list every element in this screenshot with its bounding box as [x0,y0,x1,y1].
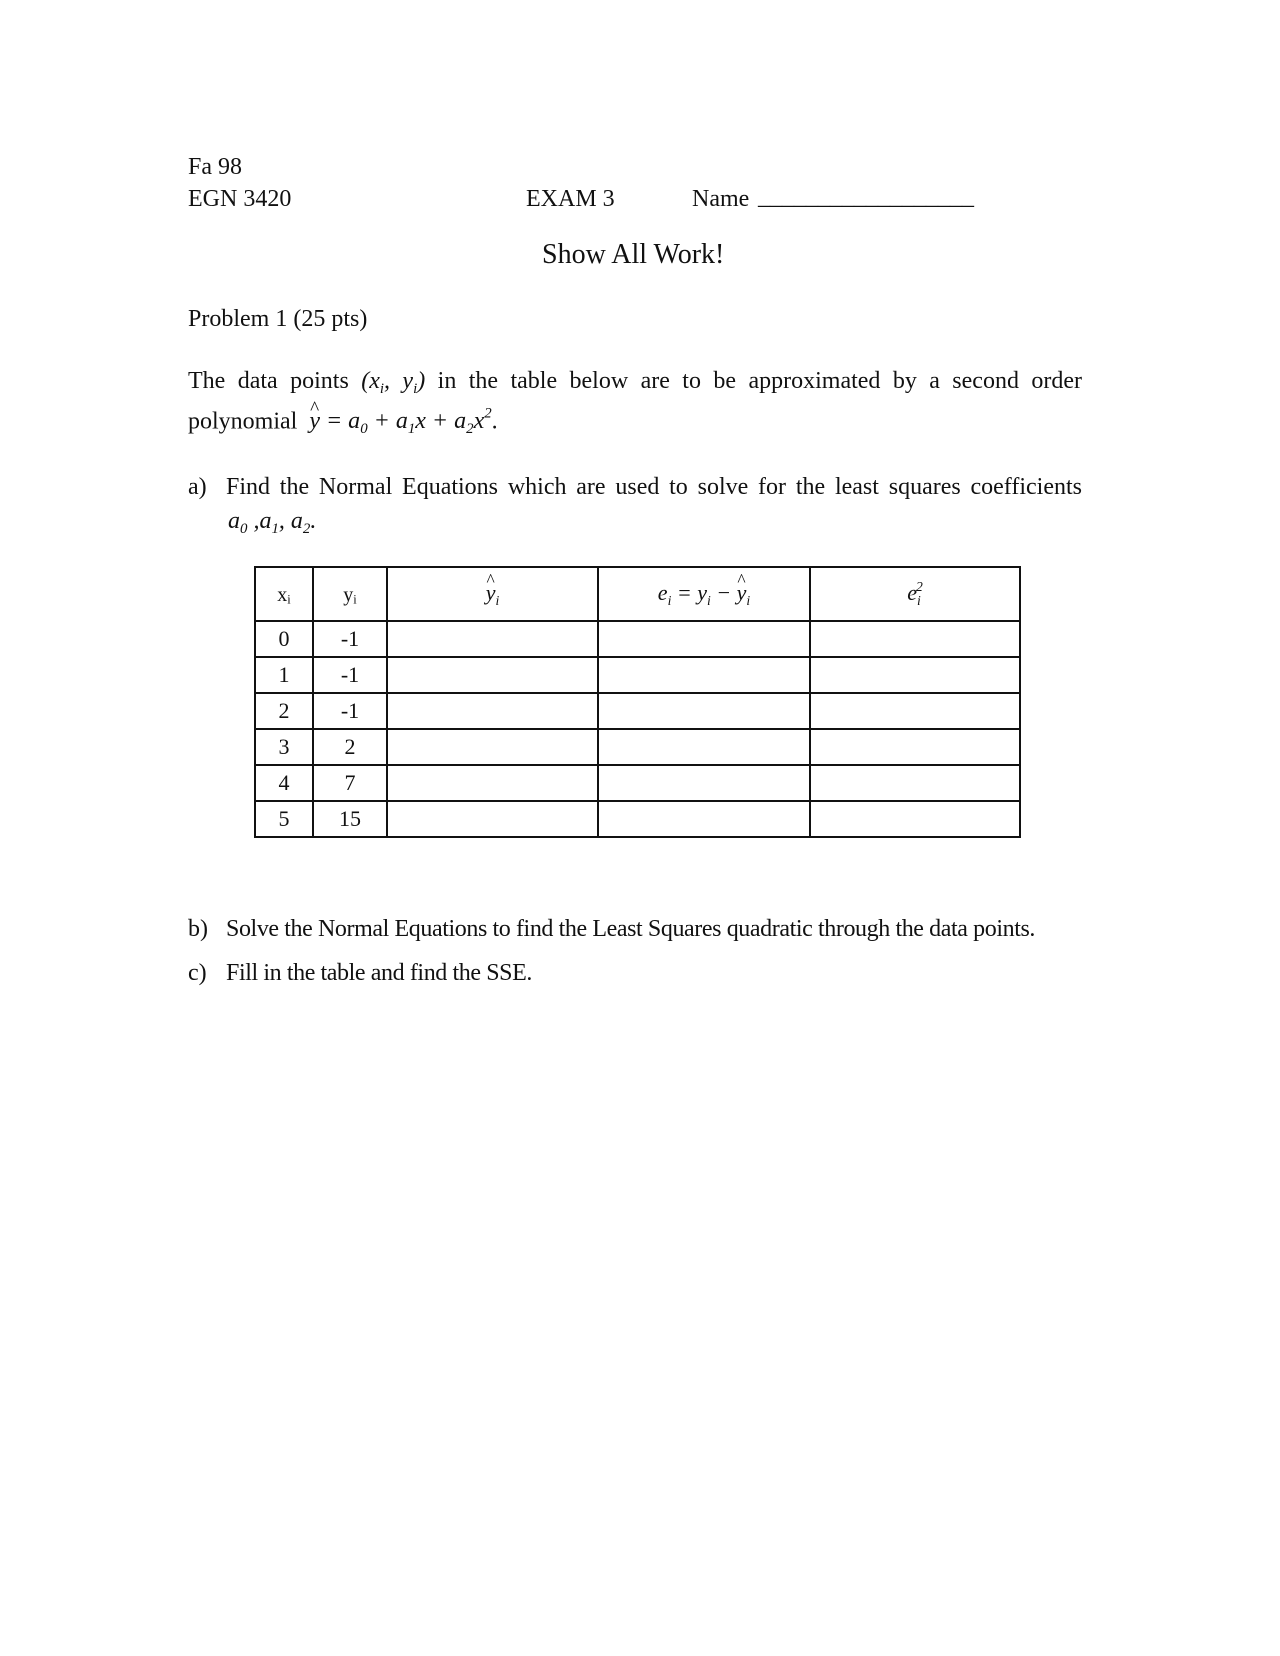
cell-x: 3 [255,729,313,765]
table-header-row [255,567,1020,621]
table-row [255,729,1020,765]
cell-error-squared[interactable] [810,801,1020,837]
table-row [255,657,1020,693]
cell-yhat[interactable] [387,657,598,693]
header-xi: xi [255,567,313,621]
cell-error[interactable] [598,729,810,765]
cell-yhat[interactable] [387,801,598,837]
cell-y: 2 [313,729,387,765]
part-b-text: Solve the Normal Equations to find the Least Squares quadratic through the data points. [226,916,1036,942]
cell-x: 2 [255,693,313,729]
cell-y: 15 [313,801,387,837]
cell-yhat[interactable] [387,693,598,729]
cell-error-squared[interactable] [810,621,1020,657]
table-row [255,693,1020,729]
name-label: Name [692,186,750,212]
intro-before: The data points [188,368,349,394]
polynomial-formula: ^ $y = a_0 + a_1x + a_2x^2$ [303,408,491,434]
problem-title: Problem 1 (25 pts) [188,306,368,332]
intro-after: in the table below are to be approximated by a second order [437,368,1083,394]
cell-x: 4 [255,765,313,801]
cell-error[interactable] [598,765,810,801]
cell-y: -1 [313,693,387,729]
cell-x: 1 [255,657,313,693]
cell-y: -1 [313,657,387,693]
course-code: EGN 3420 [188,186,292,212]
part-b-label: b) [188,916,208,942]
table-row [255,765,1020,801]
intro-line2-lead: polynomial [188,408,298,435]
cell-y: -1 [313,621,387,657]
data-table [254,566,1021,838]
problem-intro-line1 [188,368,1082,398]
cell-error[interactable] [598,693,810,729]
table-row [255,801,1020,837]
cell-yhat[interactable] [387,621,598,657]
cell-x: 0 [255,621,313,657]
coefficient-list: $a_0$ $,a_1$, $a_2$. [228,508,317,538]
cell-error[interactable] [598,621,810,657]
cell-error-squared[interactable] [810,657,1020,693]
cell-x: 5 [255,801,313,837]
part-c-label: c) [188,960,207,986]
instruction: Show All Work! [542,239,725,270]
cell-error[interactable] [598,801,810,837]
cell-error[interactable] [598,657,810,693]
header-error: $e_i = y_i$ − ^ $y_i$ [598,567,810,621]
cell-error-squared[interactable] [810,729,1020,765]
exam-term: Fa 98 [188,154,242,180]
problem-intro-line2: polynomial ^ $y = a_0 + a_1x + a_2x^2$. [188,406,498,439]
table-row [255,621,1020,657]
header-yi: yi [313,567,387,621]
cell-error-squared[interactable] [810,693,1020,729]
header-error-squared: $e_i^2$ [810,567,1020,621]
header-yhat: ^ $y_i$ [387,567,598,621]
part-c-text: Fill in the table and find the SSE. [226,960,532,986]
name-blank: __________________ [758,184,974,210]
part-a-text: Find the Normal Equations which are used to solve for the least squares coefficients [226,474,1082,500]
cell-error-squared[interactable] [810,765,1020,801]
cell-yhat[interactable] [387,729,598,765]
exam-title: EXAM 3 [526,186,615,212]
cell-yhat[interactable] [387,765,598,801]
part-a-label: a) [188,474,207,500]
data-point-notation: ($x_i$, $y_i$) [361,368,426,398]
cell-y: 7 [313,765,387,801]
